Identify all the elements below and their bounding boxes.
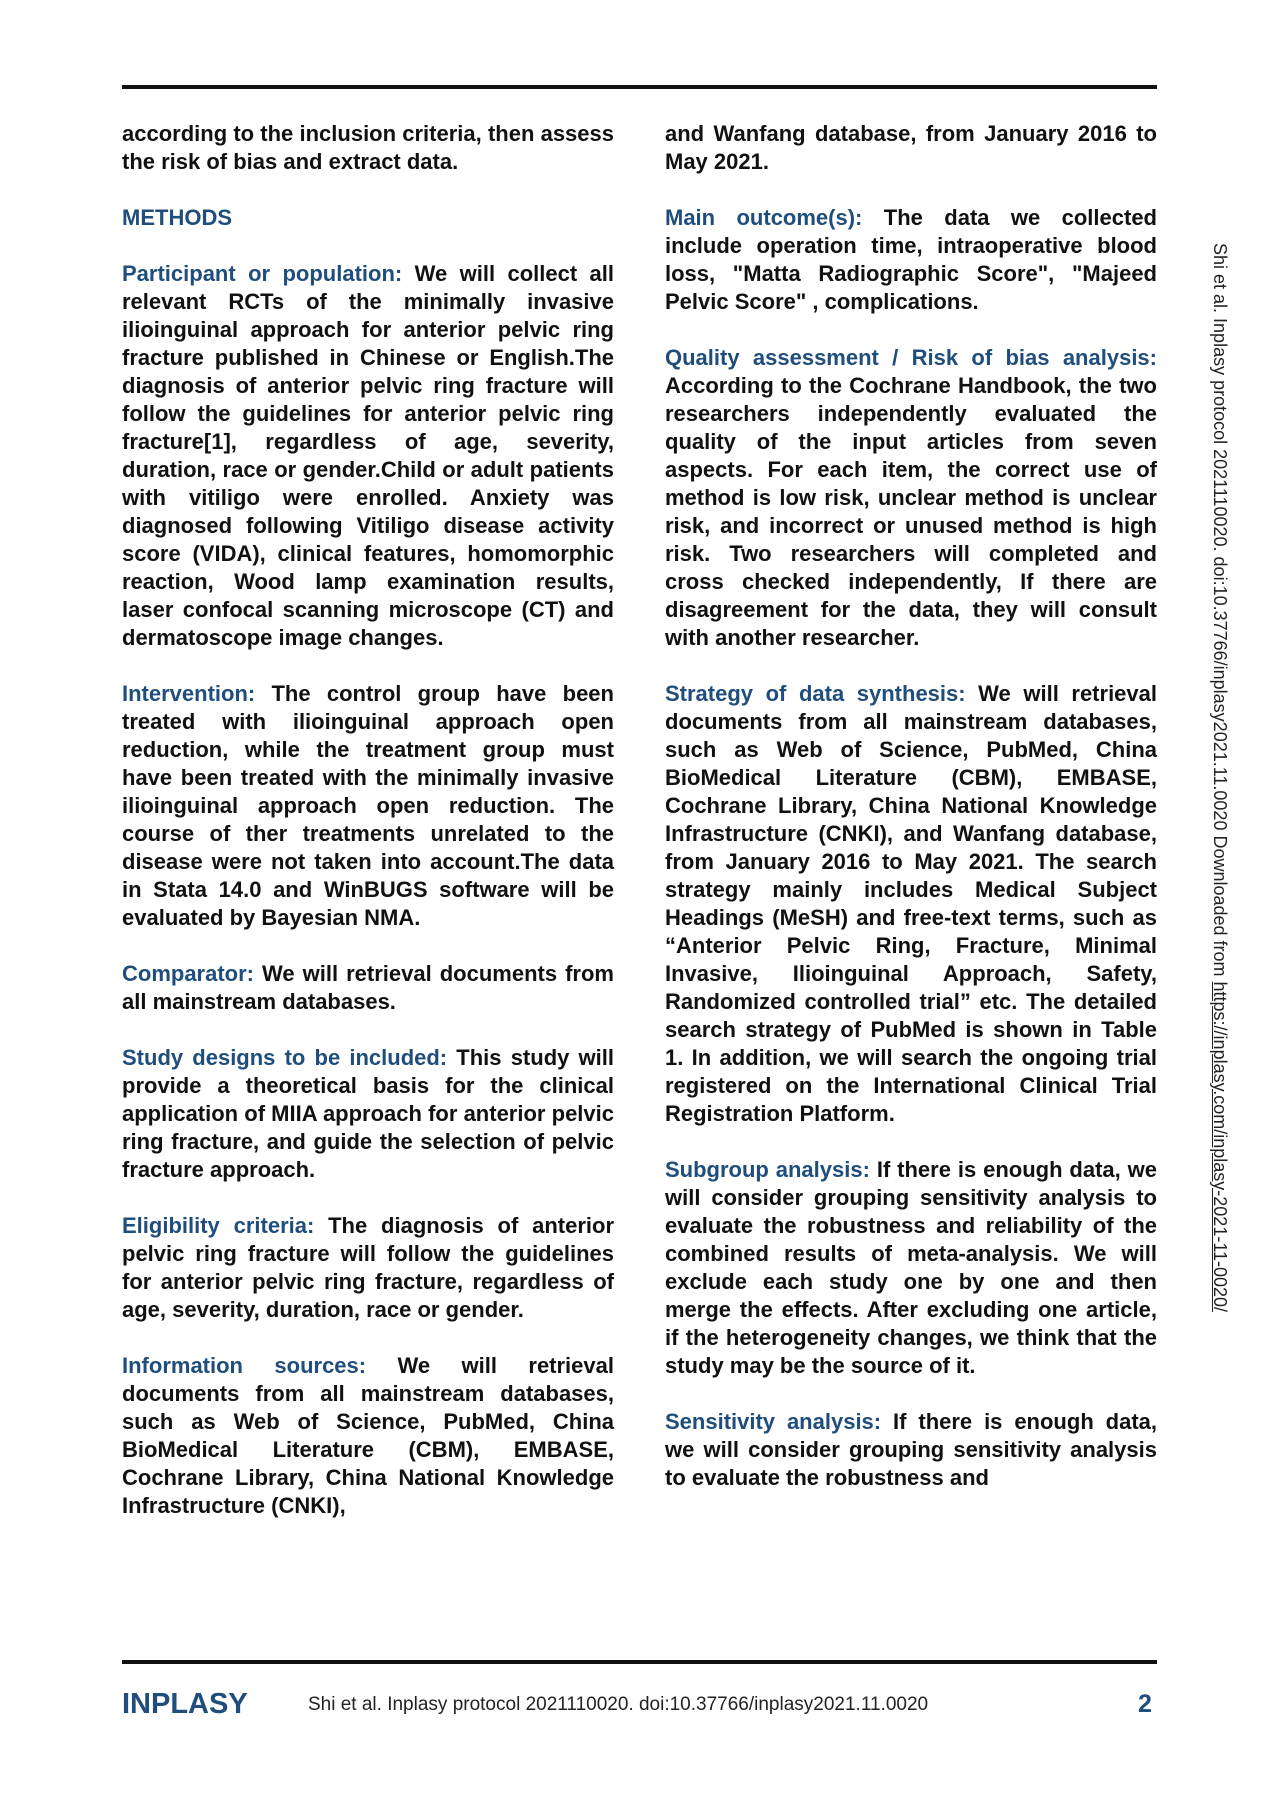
quality-assessment-text: According to the Cochrane Handbook, the two researchers independently evaluated the quality of the input articles from seven aspects. For each item, the correct use of method is low risk, unclear method is unclear risk, and incorrect or unused method is high risk. Two researchers will completed and cross checked independently, If there are disagreement for the data, they will consult with another researcher.: [665, 373, 1157, 650]
information-sources-heading: Information sources:: [122, 1353, 367, 1378]
data-synthesis-text: We will retrieval documents from all mainstream databases, such as Web of Science, PubMed, China BioMedical Literature (CBM), EMBASE, Cochrane Library, China National Knowledge Infrastructure (CNKI), and Wanfang database, from January 2016 to May 2021. The search strategy mainly includes Medical Subject Headings (MeSH) and free-text terms, such as “Anterior Pelvic Ring, Fracture, Minimal Invasive, Ilioinguinal Approach, Safety, Randomized controlled trial” etc. The detailed search strategy of PubMed is shown in Table 1. In addition, we will search the ongoing trial registered on the International Clinical Trial Registration Platform.: [665, 681, 1157, 1126]
subgroup-analysis-paragraph: [665, 1156, 1157, 1380]
data-synthesis-paragraph: [665, 680, 1157, 1128]
section-heading-methods: METHODS: [122, 205, 232, 230]
participant-paragraph: [122, 260, 614, 652]
comparator-text: We will retrieval documents from all mainstream databases.: [122, 961, 614, 1014]
comparator-paragraph: [122, 960, 614, 1016]
side-citation-link[interactable]: https://inplasy.com/inplasy-2021-11-0020/: [1210, 981, 1230, 1313]
quality-assessment-heading: Quality assessment / Risk of bias analysis:: [665, 345, 1157, 370]
participant-heading: Participant or population:: [122, 261, 403, 286]
intervention-heading: Intervention:: [122, 681, 256, 706]
study-designs-paragraph: [122, 1044, 614, 1184]
participant-text: We will collect all relevant RCTs of the minimally invasive ilioinguinal approach for anterior pelvic ring fracture published in Chinese or English.The diagnosis of anterior pelvic ring fracture will follow the guidelines for anterior pelvic ring fracture[1], regardless of age, severity, duration, race or gender.Child or adult patients with vitiligo were enrolled. Anxiety was diagnosed following Vitiligo disease activity score (VIDA), clinical features, homomorphic reaction, Wood lamp examination results, laser confocal scanning microscope (CT) and dermatoscope image changes.: [122, 261, 615, 650]
right-column: [665, 120, 1157, 1520]
sensitivity-analysis-heading: Sensitivity analysis:: [665, 1409, 882, 1434]
study-designs-heading: Study designs to be included:: [122, 1045, 448, 1070]
side-margin-citation: [1209, 243, 1230, 1312]
main-outcome-paragraph: [665, 204, 1157, 316]
comparator-heading: Comparator:: [122, 961, 255, 986]
page-number: 2: [1138, 1690, 1152, 1718]
sensitivity-analysis-paragraph: [665, 1408, 1157, 1492]
left-column: [122, 120, 614, 1548]
footer-citation: Shi et al. Inplasy protocol 2021110020. doi:10.37766/inplasy2021.11.0020: [308, 1694, 929, 1715]
subgroup-analysis-text: If there is enough data, we will consider grouping sensitivity analysis to evaluate the robustness and reliability of the combined results of meta-analysis. We will exclude each study one by one and then merge the effects. After excluding one article, if the heterogeneity changes, we think that the study may be the source of it.: [665, 1157, 1157, 1378]
bottom-rule: [122, 1660, 1157, 1664]
information-sources-text: We will retrieval documents from all mainstream databases, such as Web of Science, PubMed, China BioMedical Literature (CBM), EMBASE, Cochrane Library, China National Knowledge Infrastructure (CNKI),: [122, 1353, 614, 1518]
information-sources-paragraph: [122, 1352, 614, 1520]
eligibility-text: The diagnosis of anterior pelvic ring fracture will follow the guidelines for anterior pelvic ring fracture, regardless of age, severity, duration, race or gender.: [122, 1213, 615, 1322]
main-outcome-text: The data we collected include operation time, intraoperative blood loss, "Matta Radiographic Score", "Majeed Pelvic Score" , complications.: [665, 205, 1157, 314]
subgroup-analysis-heading: Subgroup analysis:: [665, 1157, 870, 1182]
study-designs-text: This study will provide a theoretical basis for the clinical application of MIIA approach for anterior pelvic ring fracture, and guide the selection of pelvic fracture approach.: [122, 1045, 614, 1182]
eligibility-paragraph: [122, 1212, 614, 1324]
sensitivity-analysis-text: If there is enough data, we will consider grouping sensitivity analysis to evaluate the robustness and: [665, 1409, 1158, 1490]
data-synthesis-heading: Strategy of data synthesis:: [665, 681, 966, 706]
quality-assessment-paragraph: [665, 344, 1157, 652]
main-outcome-heading: Main outcome(s):: [665, 205, 863, 230]
footer-brand-logo: INPLASY: [122, 1688, 248, 1720]
eligibility-heading: Eligibility criteria:: [122, 1213, 315, 1238]
intervention-text: The control group have been treated with ilioinguinal approach open reduction, while the treatment group must have been treated with the minimally invasive ilioinguinal approach open reduction. The course of ther treatments unrelated to the disease were not taken into account.The data in Stata 14.0 and WinBUGS software will be evaluated by Bayesian NMA.: [122, 681, 614, 930]
top-rule: [122, 85, 1157, 89]
intervention-paragraph: [122, 680, 614, 932]
intro-paragraph: according to the inclusion criteria, then assess the risk of bias and extract data.: [122, 121, 614, 174]
continued-paragraph: and Wanfang database, from January 2016 to May 2021.: [665, 121, 1157, 174]
side-citation-text: Shi et al. Inplasy protocol 2021110020. doi:10.37766/inplasy2021.11.0020 Downloaded from: [1210, 243, 1230, 982]
